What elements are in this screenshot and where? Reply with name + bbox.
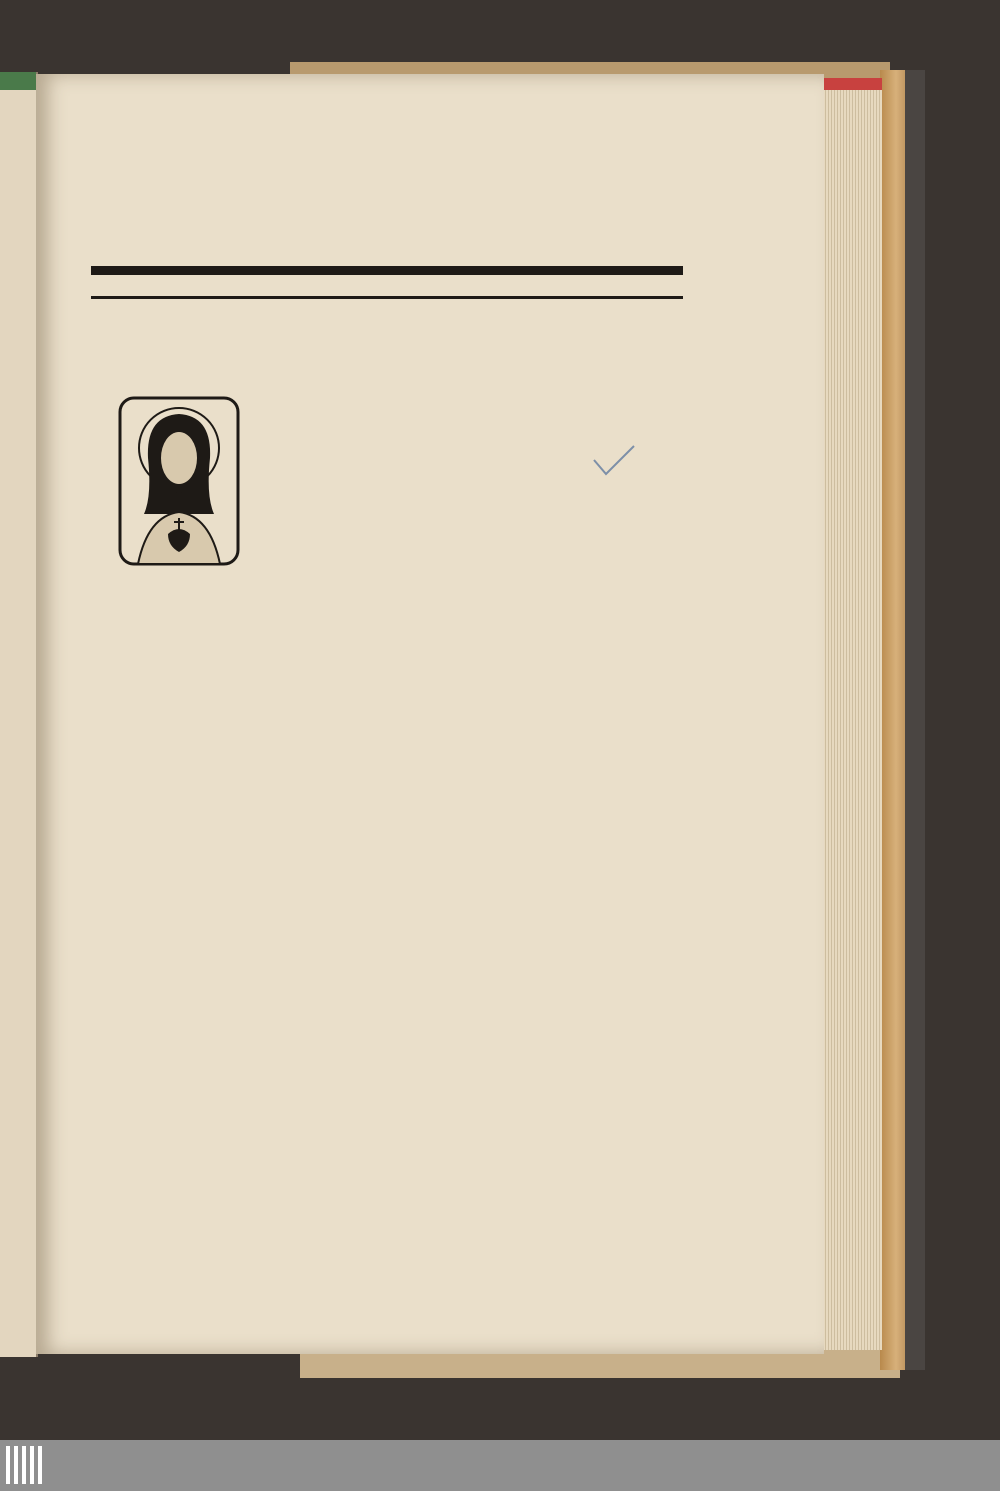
binding-bottom (300, 1350, 900, 1378)
bookmark-ribbon (0, 72, 36, 90)
sacred-heart-portrait-icon (118, 396, 240, 566)
page-stack (820, 80, 882, 1350)
book-page (36, 74, 824, 1354)
masthead-rule-thin (91, 296, 683, 299)
book-cover-dark (905, 70, 925, 1370)
pencil-check-mark-icon (592, 444, 636, 478)
heart-spiral-border-icon (116, 336, 660, 404)
masthead-rule (91, 266, 683, 275)
heart-spiral-column-icon (116, 562, 244, 1222)
left-page-edge (0, 72, 38, 1357)
poem-body (306, 502, 676, 526)
page-stack-red-edge (820, 78, 882, 90)
library-footer (0, 1440, 1000, 1491)
library-logo-icon (4, 1444, 46, 1486)
